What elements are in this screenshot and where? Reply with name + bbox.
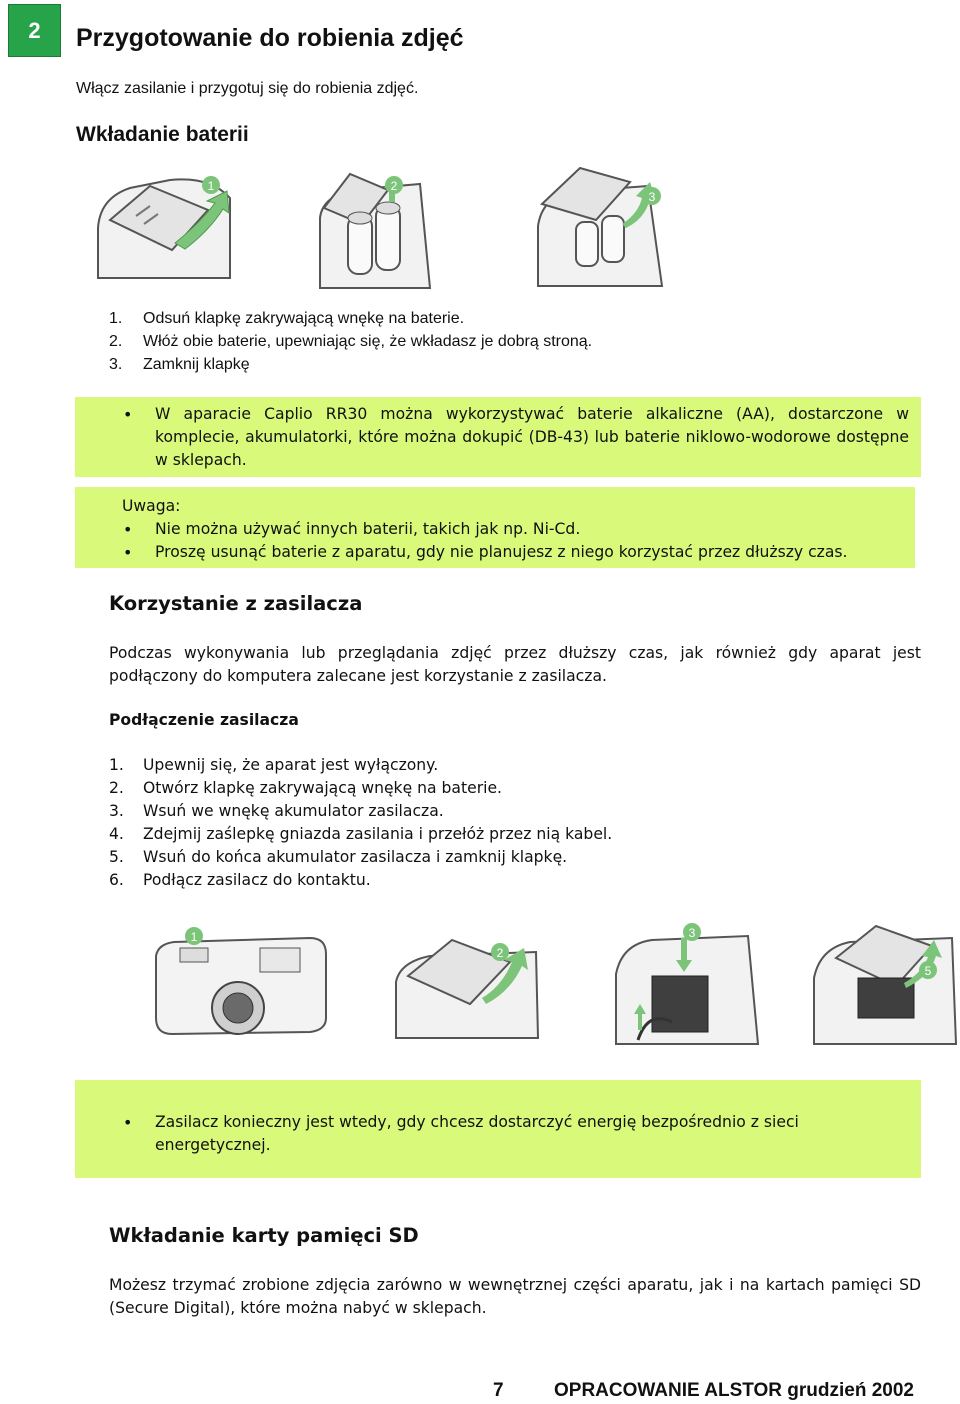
page-number: 7 — [493, 1380, 504, 1401]
adapter-figure-1-label: 1 — [190, 930, 198, 944]
warning-box — [75, 487, 915, 568]
footer-text: OPRACOWANIE ALSTOR grudzień 2002 — [554, 1380, 914, 1401]
battery-heading: Wkładanie baterii — [76, 123, 249, 146]
adapter-figure-3-label: 3 — [688, 926, 696, 940]
battery-figure-3-label: 3 — [648, 190, 656, 204]
list-item: 2. Włóż obie baterie, upewniając się, że wkładasz je dobrą stroną. — [109, 333, 593, 350]
list-item: 4. Zdejmij zaślepkę gniazda zasilania i przełóż przez nią kabel. — [109, 825, 613, 843]
battery-info-bullet: • W aparacie Caplio RR30 można wykorzystywać baterie alkaliczne (AA), dostarczone w komplecie, akumulatorki, które można dokupić (DB-43) lub baterie niklowo-wodorowe dostępne w sklepach. — [75, 403, 909, 472]
battery-figure-3 — [538, 168, 662, 286]
adapter-steps — [109, 754, 889, 892]
adapter-figure-2 — [396, 940, 538, 1038]
adapter-figure-2-label: 2 — [496, 946, 504, 960]
battery-figure-2 — [320, 174, 430, 288]
battery-illustrations — [90, 158, 680, 298]
list-item: 5. Wsuń do końca akumulator zasilacza i zamknij klapkę. — [109, 848, 568, 866]
list-item: 6. Podłącz zasilacz do kontaktu. — [109, 871, 371, 889]
battery-figure-1-label: 1 — [207, 179, 215, 193]
page-title: Przygotowanie do robienia zdjęć — [76, 24, 464, 52]
battery-steps — [109, 307, 889, 376]
adapter-illustrations — [150, 918, 960, 1050]
warning-item: • Nie można używać innych baterii, takich jak np. Ni-Cd. — [75, 518, 915, 541]
adapter-subheading: Podłączenie zasilacza — [109, 711, 299, 729]
battery-figure-1 — [98, 176, 230, 278]
list-item: 1. Upewnij się, że aparat jest wyłączony. — [109, 756, 439, 774]
battery-figure-2-label: 2 — [390, 179, 398, 193]
section-number-badge: 2 — [8, 4, 61, 57]
adapter-paragraph: Podczas wykonywania lub przeglądania zdjęć przez dłuższy czas, jak również gdy aparat jest podłączony do komputera zalecane jest korzystanie z zasilacza. — [109, 644, 921, 685]
list-item: 3. Zamknij klapkę — [109, 356, 250, 373]
list-item: 2. Otwórz klapkę zakrywającą wnękę na baterie. — [109, 779, 502, 797]
adapter-figure-5-label: 5 — [924, 964, 932, 978]
intro-text: Włącz zasilanie i przygotuj się do robienia zdjęć. — [76, 80, 419, 97]
list-item: 1. Odsuń klapkę zakrywającą wnękę na baterie. — [109, 310, 465, 327]
adapter-heading: Korzystanie z zasilacza — [109, 592, 363, 615]
warning-label: Uwaga: — [122, 497, 181, 515]
warning-item: • Proszę usunąć baterie z aparatu, gdy nie planujesz z niego korzystać przez dłuższy czas. — [75, 541, 915, 564]
adapter-figure-5 — [814, 926, 956, 1044]
adapter-note-box — [75, 1080, 921, 1178]
adapter-figure-3 — [616, 923, 758, 1044]
adapter-figure-1 — [156, 927, 326, 1034]
sdcard-heading: Wkładanie karty pamięci SD — [109, 1224, 419, 1247]
adapter-note-bullet: • Zasilacz konieczny jest wtedy, gdy chcesz dostarczyć energię bezpośrednio z sieci energetycznej. — [75, 1111, 875, 1157]
sdcard-paragraph: Możesz trzymać zrobione zdjęcia zarówno w wewnętrznej części aparatu, jak i na kartach pamięci SD (Secure Digital), które można nabyć w sklepach. — [109, 1276, 921, 1317]
battery-info-box — [75, 397, 921, 477]
list-item: 3. Wsuń we wnękę akumulator zasilacza. — [109, 802, 444, 820]
